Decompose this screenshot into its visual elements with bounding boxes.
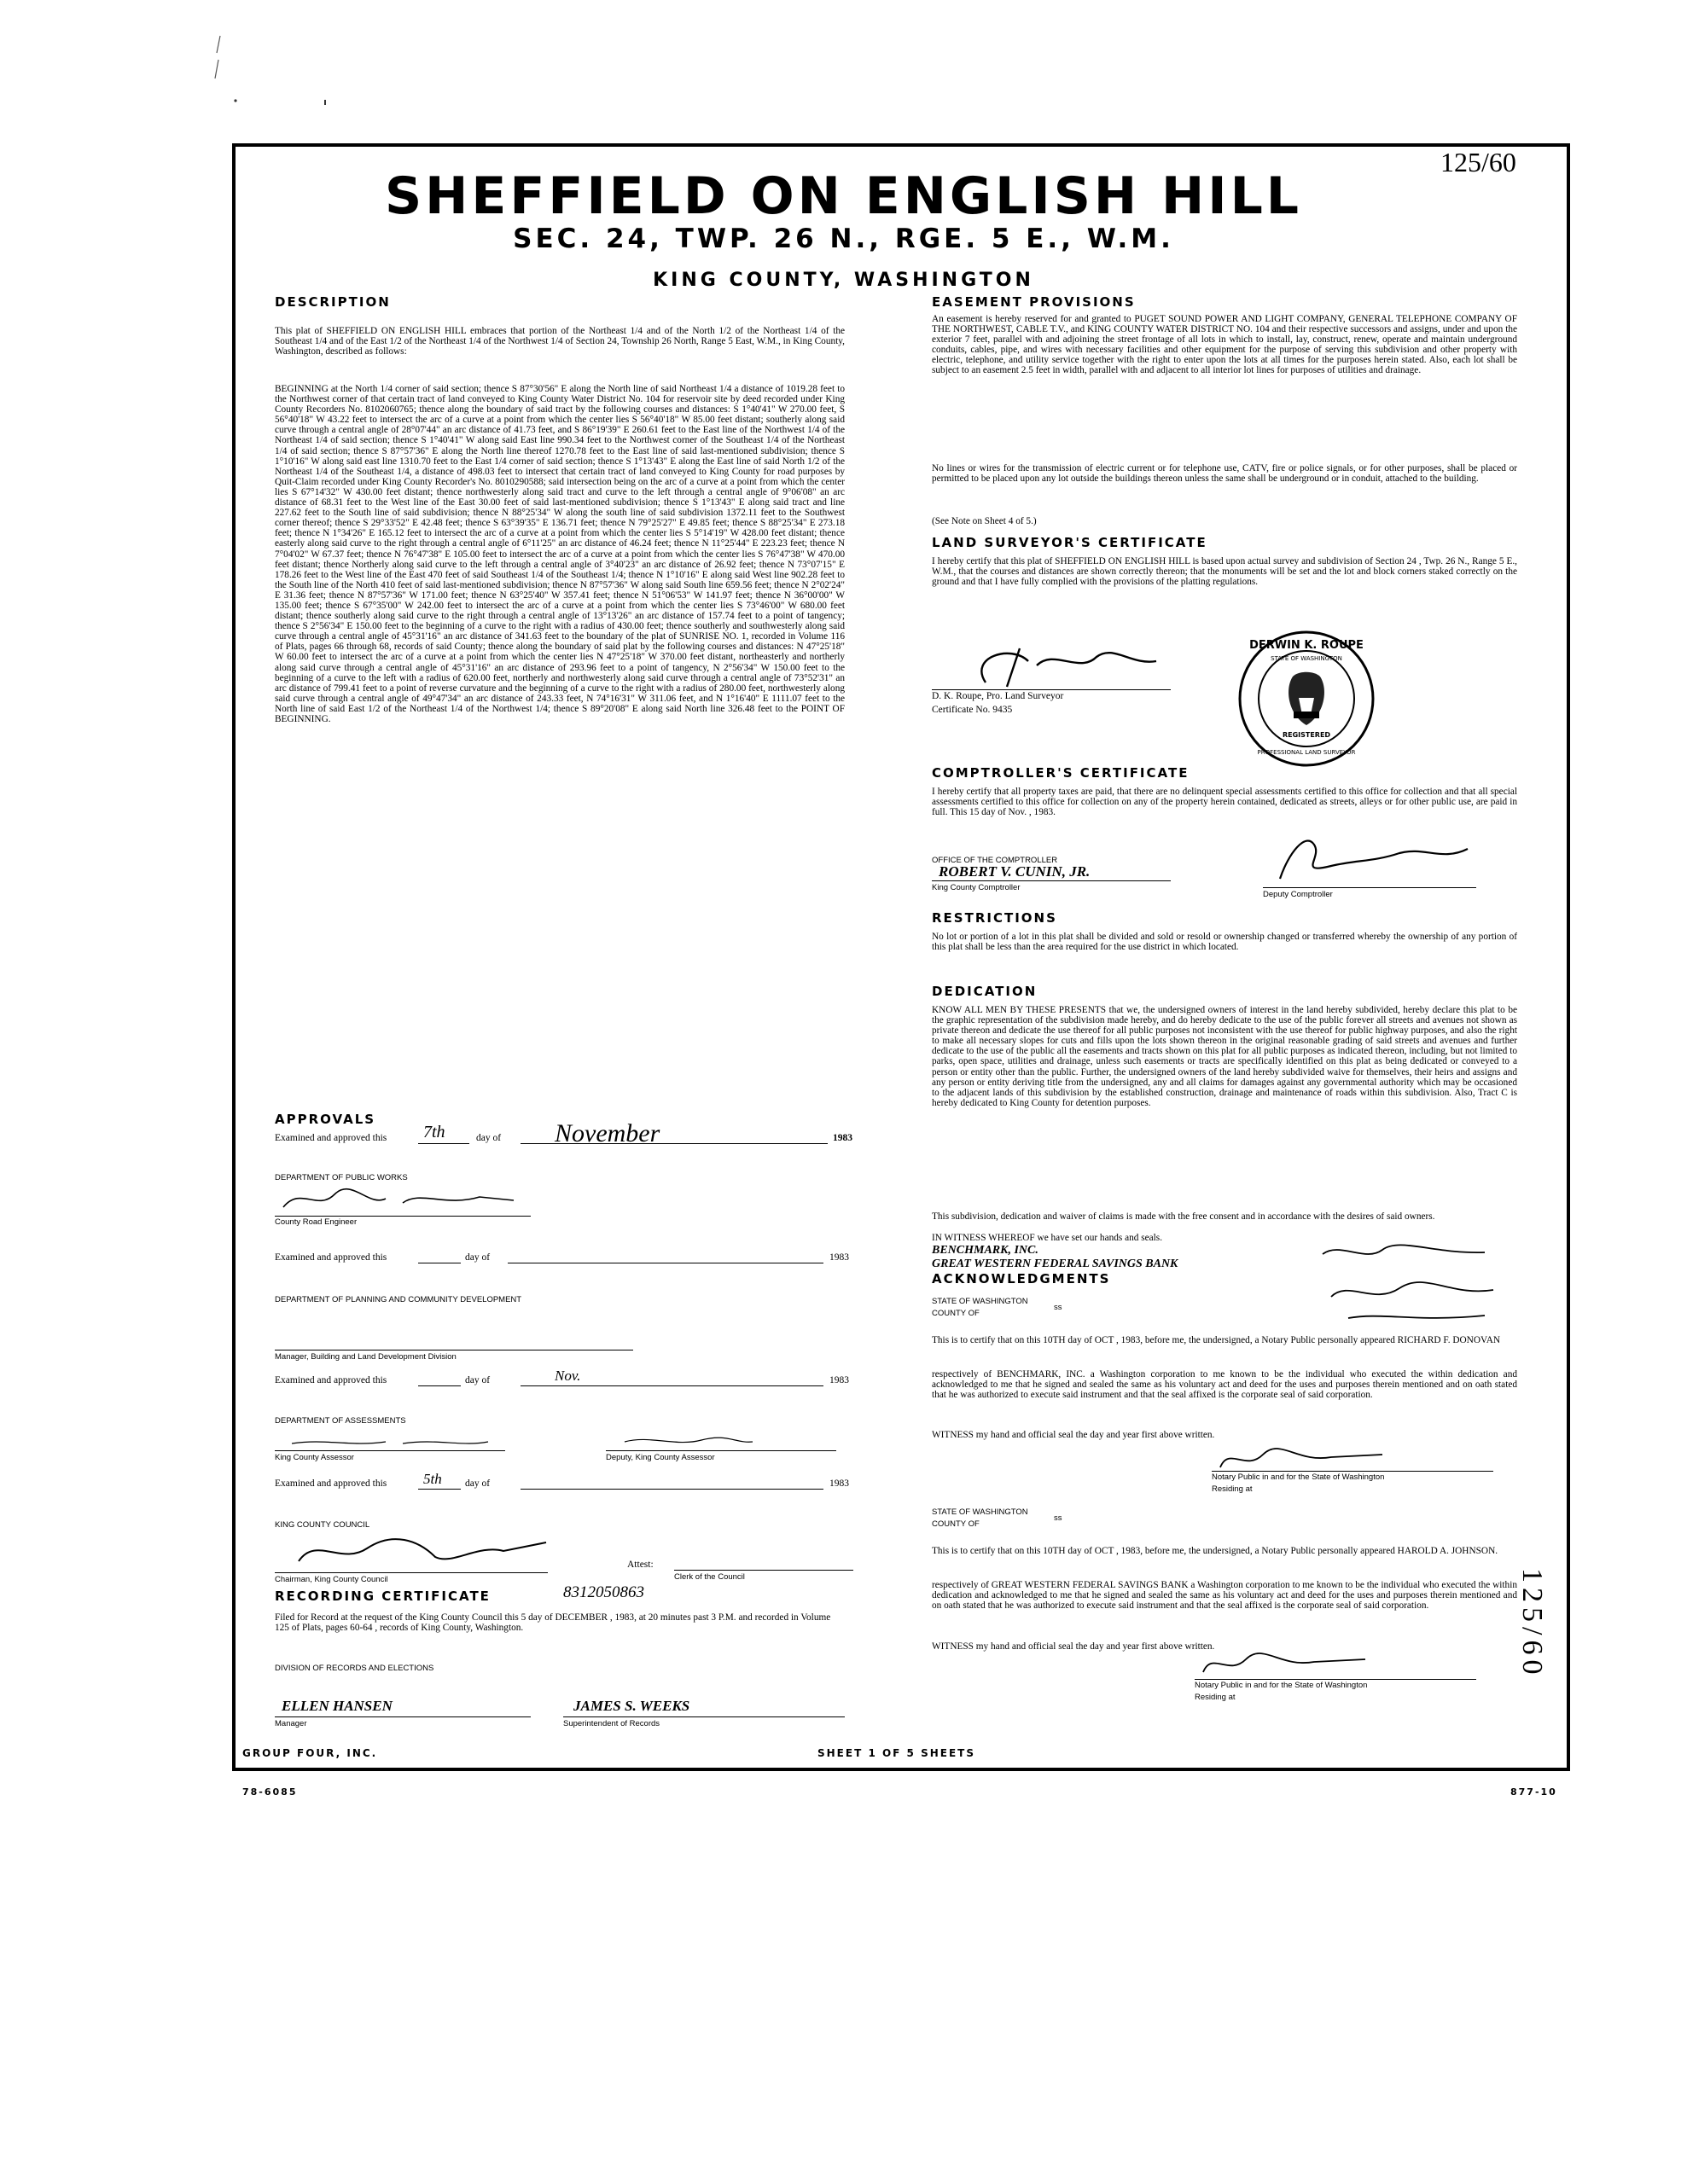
- company-great-western: GREAT WESTERN FEDERAL SAVINGS BANK: [932, 1258, 1178, 1270]
- restrictions-heading: RESTRICTIONS: [932, 910, 1057, 926]
- assessments-dept: DEPARTMENT OF ASSESSMENTS: [275, 1416, 406, 1426]
- public-works-signature: [275, 1182, 531, 1216]
- council-signature: [282, 1527, 563, 1574]
- restrictions-text: No lot or portion of a lot in this plat shall be divided and sold or resold or ownership changed or transferred whereby the ownership of any portion of this plat shall be less than the area required for the use district in which located.: [932, 932, 1517, 953]
- county-road-engineer: County Road Engineer: [275, 1217, 358, 1227]
- acknowledgments-heading: ACKNOWLEDGMENTS: [932, 1271, 1111, 1287]
- footer-company: GROUP FOUR, INC.: [242, 1747, 378, 1759]
- ack2-text: This is to certify that on this 10TH day of OCT , 1983, before me, the undersigned, a Notary Public personally appeared HAROLD A. JOHNSON.: [932, 1546, 1498, 1556]
- superintendent-name: JAMES S. WEEKS: [573, 1698, 690, 1714]
- manager-title: Manager: [275, 1719, 307, 1728]
- approval1-year: 1983: [833, 1133, 852, 1143]
- sheet-number: 125/60: [1440, 147, 1516, 177]
- approval4-label: Examined and approved this: [275, 1478, 387, 1489]
- approval1-day: 7th: [423, 1123, 445, 1141]
- approval3-month: Nov.: [555, 1368, 581, 1384]
- deputy-comptroller-title: Deputy Comptroller: [1263, 890, 1333, 899]
- approval2-label: Examined and approved this: [275, 1252, 387, 1263]
- recording-text: Filed for Record at the request of the King County Council this 5 day of DECEMBER , 1983, at 20 minutes past 3 P.M. and recorded in Volume 125 of Plats, pages 60-64 , records of King County, Washington.: [275, 1612, 831, 1634]
- ack-state: STATE OF WASHINGTON: [932, 1297, 1028, 1306]
- notary2-title: Notary Public in and for the State of Washington: [1195, 1681, 1368, 1690]
- comptroller-heading: COMPTROLLER'S CERTIFICATE: [932, 765, 1190, 781]
- records-division: DIVISION OF RECORDS AND ELECTIONS: [275, 1664, 434, 1673]
- ack1-text-2: respectively of BENCHMARK, INC. a Washington corporation to me known to be the individual who executed the within dedication and acknowledged to me that he signed and sealed the same as his voluntary act and deed for the uses and purposes therein mentioned and on oath stated that he was authorized to execute said instrument and that the seal affixed is the corporate seal of said corporation.: [932, 1369, 1517, 1401]
- notary1-residing: Residing at: [1212, 1484, 1253, 1494]
- easement-heading: EASEMENT PROVISIONS: [932, 294, 1136, 310]
- seal-name: DERWIN K. ROUPE: [1249, 639, 1364, 652]
- approval3-label: Examined and approved this: [275, 1375, 387, 1385]
- approval1-month: November: [555, 1119, 660, 1147]
- assessor-signatures: [275, 1426, 787, 1452]
- surveyor-heading: LAND SURVEYOR'S CERTIFICATE: [932, 535, 1207, 550]
- easement-note: (See Note on Sheet 4 of 5.): [932, 516, 1037, 526]
- footer-sheet: SHEET 1 OF 5 SHEETS: [817, 1747, 975, 1759]
- ack-ss: ss: [1054, 1303, 1062, 1312]
- ack2-text-2: respectively of GREAT WESTERN FEDERAL SAVINGS BANK a Washington corporation to me known to be the individual who executed the within dedication and acknowledged to me that he signed and sealed the same as his voluntary act and deed for the uses and purposes therein mentioned and on oath stated that he was authorized to execute said instrument and that the seal affixed is the corporate seal of said corporation.: [932, 1580, 1517, 1612]
- seal-bottom: PROFESSIONAL LAND SURVEYOR: [1257, 749, 1356, 756]
- approval2-dayof: day of: [465, 1252, 491, 1263]
- ack2-state: STATE OF WASHINGTON: [932, 1507, 1028, 1517]
- approval1-dayof: day of: [476, 1133, 502, 1143]
- comptroller-name: ROBERT V. CUNIN, JR.: [939, 863, 1091, 880]
- approval3-year: 1983: [829, 1375, 849, 1385]
- side-sheet-number: 125/60: [1516, 1568, 1548, 1680]
- approval4-dayof: day of: [465, 1478, 491, 1489]
- ack2-witness: WITNESS my hand and official seal the day and year first above written.: [932, 1641, 1215, 1652]
- owner-signatures: [1314, 1237, 1519, 1331]
- surveyor-text: I hereby certify that this plat of SHEFFIELD ON ENGLISH HILL is based upon actual survey and subdivision of Section 24 , Twp. 26 N., Range 5 E., W.M., that the courses and distances are shown correctly thereon; that the monuments will be set and the lot and block corners staked correctly on the ground and that I have fully complied with the provisions of the platting regulations.: [932, 556, 1517, 588]
- approval3-dayof: day of: [465, 1375, 491, 1385]
- form-number-right: 877-10: [1510, 1786, 1557, 1798]
- comptroller-title: King County Comptroller: [932, 883, 1021, 892]
- ack2-county: COUNTY OF: [932, 1519, 980, 1529]
- attest-label: Attest:: [627, 1560, 654, 1570]
- county-council: KING COUNTY COUNCIL: [275, 1520, 370, 1530]
- dedication-text: KNOW ALL MEN BY THESE PRESENTS that we, the undersigned owners of interest in the land hereby subdivided, hereby declare this plat to be the graphic representation of the subdivision made hereby, and do hereby dedicate to the use of the public forever all streets and avenues not shown as private thereon and dedicate the use thereof for all public purposes not inconsistent with the use thereof for public highway purposes, and also the right to make all necessary slopes for cuts and fills upon the lots shown thereon in the original reasonable grading of said streets and avenues and further dedicate to the use of the public all the easements and tracts shown on this plat for all public purposes as indicated thereon, including, but not limited to parks, open space, utilities and drainage, unless such easements or tracts are specifically identified on this plat as being dedicated or conveyed to a person or entity other than the public. Further, the undersigned owners of the land hereby subdivided waive for themselves, their heirs and assigns and any person or entity deriving title from the undersigned, any and all claims for damages against any governmental authority which may be occasioned to the adjacent lands of this subdivision by the established construction, drainage and maintenance of roads within this subdivision. Also, Tract C is hereby dedicated to King County for detention purposes.: [932, 1005, 1517, 1108]
- seal-registered: REGISTERED: [1282, 731, 1331, 739]
- deputy-comptroller-signature: [1263, 828, 1485, 887]
- recording-number: 8312050863: [563, 1583, 644, 1601]
- scan-marks: [205, 34, 341, 111]
- planning-manager: Manager, Building and Land Development Division: [275, 1352, 457, 1362]
- seal-state: STATE OF WASHINGTON: [1271, 655, 1342, 662]
- ack1-witness: WITNESS my hand and official seal the day and year first above written.: [932, 1430, 1215, 1440]
- council-chairman: Chairman, King County Council: [275, 1575, 388, 1584]
- approval2-year: 1983: [829, 1252, 849, 1263]
- recording-heading: RECORDING CERTIFICATE: [275, 1589, 491, 1604]
- plat-title: SHEFFIELD ON ENGLISH HILL: [384, 166, 1303, 226]
- ack2-ss: ss: [1054, 1513, 1062, 1523]
- description-body: BEGINNING at the North 1/4 corner of said section; thence S 87°30'56" E along the North line of said Northeast 1/4 a distance of 1019.28 feet to the Northwest corner of that certain tract of land conveyed to King County Water District No. 104 for reservoir site by deed recorded under King County Recorders No. 8102060765; thence along the boundary of said tract by the following courses and distances: S 1°40'41" W 270.00 feet, S 56°40'18" W 43.22 feet to intersect the arc of a curve at a point from which the center lies S 56°40'18" W 85.00 feet distant; southerly along said curve through a central angle of 28°07'44" an arc distance of 41.73 feet, and S 86°19'39" E 260.61 feet to the East line of the Northwest 1/4 of the Northeast 1/4 of said section; thence S 1°40'41" W along said East line 990.34 feet to the Northwest corner of the Southeast 1/4 of the Northeast 1/4 of said section; thence S 87°57'36" E along the North line thereof 1270.78 feet to the East line of said last-mentioned subdivision; thence S 1°10'16" W along said east line 1310.70 feet to the East 1/4 corner of said section; thence S 1°13'43" E along the East line of said North 1/2 of the Northeast 1/4 of the Southeast 1/4, a distance of 498.03 feet to intersect that certain tract of land conveyed to King County for road purposes by Quit-Claim recorded under King County Recorder's No. 8010290588; said intersection being on the arc of a curve at a point from which the center lies S 67°14'32" W 430.00 feet distant; thence northwesterly along said tract and curve to the left through a central angle of 9°06'08" an arc distance of 68.31 feet to the West line of the East 30.00 feet of said last-mentioned subdivision; thence S 1°13'43" E along said tract and line 227.62 feet to the South line of said subdivision; thence N 88°25'34" W along the south line of said subdivision 1372.11 feet to the Southwest corner thereof; thence S 29°33'52" E 42.48 feet; thence S 63°39'35" E 136.71 feet; thence N 79°25'27" E 49.85 feet; thence S 88°25'34" E 273.18 feet; thence N 1°34'26" E 165.12 feet to intersect the arc of a curve at a point from which the center lies S 5°14'19" W 428.00 feet distant; thence easterly along said curve to the right through a central angle of 6°11'25" an arc distance of 46.24 feet; thence N 11°25'44" E 223.23 feet; thence N 7°04'02" W 67.37 feet; thence N 76°47'38" E 105.00 feet to intersect the arc of a curve at a point from which the center lies S 76°47'38" W 470.00 feet distant; thence Northerly along said curve to the left through a central angle of 3°40'23" an arc distance of 26.92 feet; thence N 73°07'15" E 178.26 feet to the West line of the East 470 feet of said Southeast 1/4 of the Southeast 1/4; thence N 1°10'16" E along said West line 902.28 feet to the South line of the North 410 feet of said last-mentioned subdivision; thence N 87°57'36" W along said South line 659.56 feet; thence N 2°02'24" E 31.36 feet; thence N 87°57'36" W 171.00 feet; thence N 63°25'40" W 357.41 feet; thence N 51°06'53" W 141.97 feet; thence N 36°00'00" W 135.00 feet; thence S 67°35'00" W 242.00 feet to intersect the arc of a curve at a point from which the center lies S 73°46'00" W 680.00 feet distant; thence southerly along said curve to the right through a central angle of 13°13'26" an arc distance of 157.74 feet to a point of tangency; thence S 2°56'34" E 150.00 feet to the beginning of a curve to the right with a radius of 430.00 feet; thence southerly and southwesterly along said curve through a central angle of 45°31'16" an arc distance of 341.63 feet to the boundary of the plat of SUNRISE NO. 1, recorded in Volume 116 of Plats, pages 66 through 68, records of said County; thence along the boundary of said plat by the following courses and distances: N 47°25'18" W 60.00 feet to intersect the arc of a curve at a point from which the center lies N 47°25'18" W 370.00 feet distant, northeasterly and northerly along said curve through a central angle of 45°31'16" an arc distance of 293.96 feet to a point of tangency, N 2°56'34" W 150.00 feet to the beginning of a curve to the left with a radius of 620.00 feet, northerly and northwesterly along said curve through a central angle of 73°52'31" an arc distance of 799.41 feet to a point of reverse curvature and the beginning of a curve to the right with a radius of 280.00 feet, northwesterly along said curve through a central angle of 49°47'34" an arc distance of 243.33 feet, N 74°16'31" W 311.06 feet, and N 1°16'40" E 1111.07 feet to the North line of said East 1/2 of the Northeast 1/4 of the Northwest 1/4; thence S 89°20'08" E along said North line 326.48 feet to the POINT OF BEGINNING.: [275, 384, 845, 724]
- approval1-label: Examined and approved this: [275, 1133, 387, 1143]
- surveyor-signature: [934, 640, 1190, 691]
- surveyor-seal: [1237, 630, 1376, 768]
- deputy-assessor: Deputy, King County Assessor: [606, 1453, 715, 1462]
- approval4-year: 1983: [829, 1478, 849, 1489]
- dedication-heading: DEDICATION: [932, 984, 1038, 999]
- description-intro: This plat of SHEFFIELD ON ENGLISH HILL embraces that portion of the Northeast 1/4 and of the North 1/2 of the Northeast 1/4 of the Southeast 1/4 and of the East 1/2 of the Northeast 1/4 of the Northwest 1/4 of Section 24, Township 26 North, Range 5 East, W.M., in King County, Washington, described as follows:: [275, 326, 845, 357]
- county-name: KING COUNTY, WASHINGTON: [653, 270, 1034, 291]
- easement-text-2: No lines or wires for the transmission of electric current or for telephone use, CATV, fire or police signals, or for other purposes, shall be placed or permitted to be placed upon any lot outside the buildings thereon unless the same shall be underground or in conduit, attached to the building.: [932, 463, 1517, 485]
- notary1-title: Notary Public in and for the State of Washington: [1212, 1472, 1385, 1482]
- notary2-residing: Residing at: [1195, 1693, 1236, 1702]
- approvals-heading: APPROVALS: [275, 1112, 376, 1127]
- superintendent-title: Superintendent of Records: [563, 1719, 660, 1728]
- approval4-day: 5th: [423, 1471, 442, 1487]
- public-works-dept: DEPARTMENT OF PUBLIC WORKS: [275, 1173, 408, 1182]
- plat-subtitle: SEC. 24, TWP. 26 N., RGE. 5 E., W.M.: [513, 224, 1174, 254]
- clerk-of-council: Clerk of the Council: [674, 1572, 745, 1582]
- planning-dept: DEPARTMENT OF PLANNING AND COMMUNITY DEVELOPMENT: [275, 1295, 522, 1304]
- surveyor-cert: Certificate No. 9435: [932, 705, 1013, 715]
- county-assessor: King County Assessor: [275, 1453, 354, 1462]
- surveyor-name: D. K. Roupe, Pro. Land Surveyor: [932, 691, 1064, 701]
- description-heading: DESCRIPTION: [275, 294, 391, 310]
- dedication-witness: IN WITNESS WHEREOF we have set our hands and seals.: [932, 1233, 1163, 1243]
- easement-text: An easement is hereby reserved for and granted to PUGET SOUND POWER AND LIGHT COMPANY, GENERAL TELEPHONE COMPANY OF THE NORTHWEST, CABLE T.V., and KING COUNTY WATER DISTRICT NO. 104 and their respective successors and assigns, under and upon the exterior 7 feet, parallel with and adjoining the street frontage of all lots in which to install, lay, construct, renew, operate and maintain underground conduits, cables, pipe, and wires with necessary facilities and other equipment for the purpose of serving this subdivision and other property with electric, telephone, and utility service together with the right to enter upon the lots at all times for the purposes herein stated. Also, each lot shall be subject to an easement 2.5 feet in width, parallel with and adjacent to all interior lot lines for purposes of utilities and drainage.: [932, 314, 1517, 376]
- ack-county: COUNTY OF: [932, 1309, 980, 1318]
- company-benchmark: BENCHMARK, INC.: [932, 1244, 1038, 1257]
- ack1-text: This is to certify that on this 10TH day of OCT , 1983, before me, the undersigned, a Notary Public personally appeared RICHARD F. DONOVAN: [932, 1335, 1501, 1345]
- dedication-text-2: This subdivision, dedication and waiver of claims is made with the free consent and in accordance with the desires of said owners.: [932, 1211, 1435, 1222]
- comptroller-text: I hereby certify that all property taxes are paid, that there are no delinquent special assessments certified to this office for collection and that all special assessments certified to this office for collection on any of the property herein contained, dedicated as streets, alleys or for other public use, are paid in full. This 15 day of Nov. , 1983.: [932, 787, 1517, 818]
- notary2-signature: [1195, 1647, 1382, 1681]
- form-number-left: 78-6085: [242, 1786, 298, 1798]
- manager-name: ELLEN HANSEN: [282, 1698, 393, 1714]
- comptroller-office: OFFICE OF THE COMPTROLLER: [932, 856, 1058, 865]
